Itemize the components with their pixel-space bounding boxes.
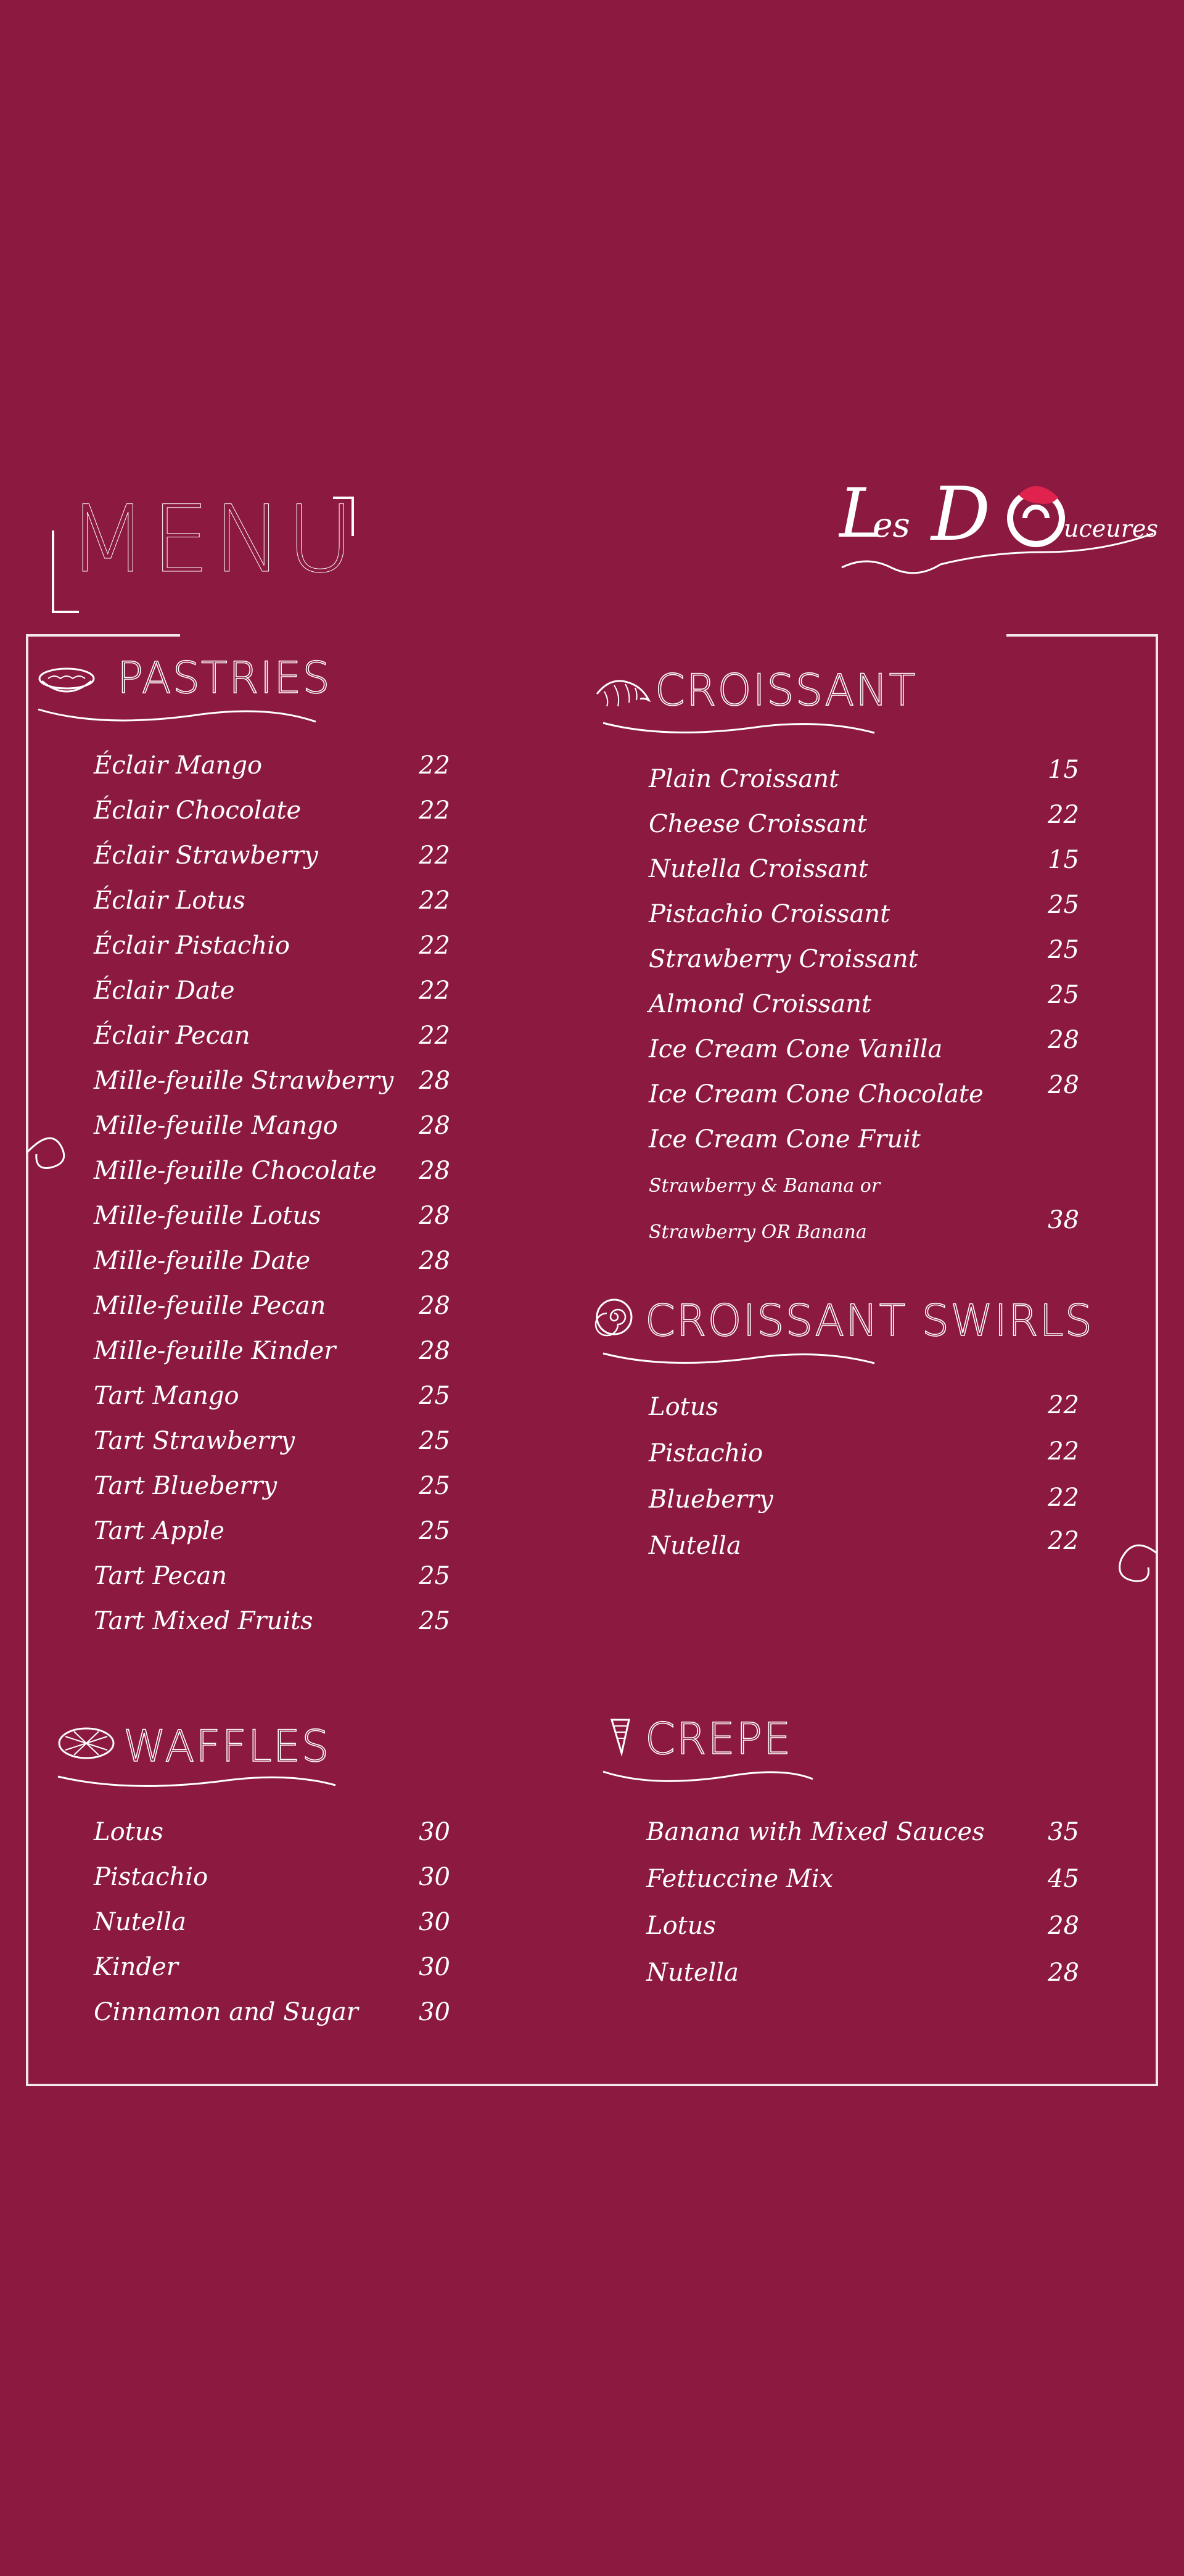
swirls-title: CROISSANT SWIRLS xyxy=(645,1295,1094,1346)
pastries-price: 28 xyxy=(419,1112,450,1140)
swirls-item: Blueberry xyxy=(649,1485,773,1514)
pastries-price: 25 xyxy=(419,1562,450,1590)
pastries-item: Mille-feuille Chocolate xyxy=(94,1157,377,1185)
logo-accent xyxy=(1019,486,1058,504)
crepe-swoosh xyxy=(602,1758,886,1789)
croissant-title: CROISSANT xyxy=(655,665,917,716)
waffles-price: 30 xyxy=(419,1998,450,2026)
pastries-item: Éclair Lotus xyxy=(94,886,245,915)
croissant-price: 28 xyxy=(1048,1071,1079,1099)
croissant-price: 25 xyxy=(1048,936,1079,964)
croissant-price: 22 xyxy=(1048,801,1079,829)
logo-es: es xyxy=(873,505,910,545)
swirls-swoosh xyxy=(602,1340,886,1371)
croissant-swoosh xyxy=(602,709,886,740)
waffles-swoosh xyxy=(57,1763,340,1794)
pastries-price: 28 xyxy=(419,1292,450,1320)
pastries-price: 28 xyxy=(419,1247,450,1275)
logo-letter-l: L xyxy=(839,474,884,553)
waffles-item: Cinnamon and Sugar xyxy=(94,1998,358,2026)
pastries-item: Tart Apple xyxy=(94,1517,224,1545)
pastries-item: Mille-feuille Date xyxy=(94,1247,311,1275)
pastries-item: Éclair Mango xyxy=(94,751,263,780)
pastries-item: Éclair Date xyxy=(94,976,235,1005)
pastries-price: 22 xyxy=(419,1022,450,1050)
waffles-title: WAFFLES xyxy=(123,1721,331,1772)
pastries-item: Éclair Chocolate xyxy=(94,796,302,825)
croissant-price: 38 xyxy=(1048,1206,1079,1234)
croissant-item: Plain Croissant xyxy=(649,765,839,793)
crepe-item: Lotus xyxy=(646,1912,717,1940)
croissant-price: 25 xyxy=(1048,981,1079,1009)
pastries-item: Mille-feuille Kinder xyxy=(94,1337,336,1365)
pastries-price: 25 xyxy=(419,1382,450,1410)
swirls-item: Lotus xyxy=(649,1393,719,1421)
crepe-price: 35 xyxy=(1048,1818,1079,1846)
pastries-price: 22 xyxy=(419,751,450,780)
croissant-fruit-option: Strawberry OR Banana xyxy=(649,1221,867,1243)
brand-logo xyxy=(839,469,1159,592)
pastries-item: Tart Strawberry xyxy=(94,1427,295,1455)
crepe-item: Banana with Mixed Sauces xyxy=(646,1818,985,1846)
pastries-item: Éclair Pistachio xyxy=(94,931,290,960)
pastries-item: Mille-feuille Mango xyxy=(94,1112,338,1140)
waffles-price: 30 xyxy=(419,1818,450,1846)
pastries-price: 22 xyxy=(419,886,450,915)
swirls-item: Pistachio xyxy=(649,1439,763,1468)
croissant-item: Ice Cream Cone Vanilla xyxy=(649,1035,943,1063)
logo-letter-d: D xyxy=(931,472,991,558)
croissant-price: 25 xyxy=(1048,891,1079,919)
croissant-item: Ice Cream Cone Chocolate xyxy=(649,1080,984,1108)
swirl-icon xyxy=(592,1295,654,1339)
pastries-item: Tart Blueberry xyxy=(94,1472,278,1500)
pastries-item: Mille-feuille Strawberry xyxy=(94,1067,394,1095)
swirls-price: 22 xyxy=(1048,1391,1079,1419)
pastries-price: 28 xyxy=(419,1157,450,1185)
pastries-price: 25 xyxy=(419,1517,450,1545)
pastries-price: 25 xyxy=(419,1472,450,1500)
pastries-item: Mille-feuille Pecan xyxy=(94,1292,326,1320)
croissant-price: 15 xyxy=(1048,756,1079,784)
pastries-swoosh xyxy=(37,697,321,728)
waffles-price: 30 xyxy=(419,1908,450,1936)
swirls-item: Nutella xyxy=(649,1532,741,1560)
waffles-item: Kinder xyxy=(94,1953,178,1981)
crepe-price: 28 xyxy=(1048,1959,1079,1987)
croissant-item: Ice Cream Cone Fruit xyxy=(649,1125,921,1154)
pastries-price: 22 xyxy=(419,841,450,870)
waffles-item: Nutella xyxy=(94,1908,186,1936)
pastries-price: 28 xyxy=(419,1202,450,1230)
crepe-icon xyxy=(592,1715,654,1758)
waffle-icon xyxy=(56,1723,117,1766)
croissant-item: Strawberry Croissant xyxy=(649,945,918,973)
pastries-price: 22 xyxy=(419,931,450,960)
crepe-item: Nutella xyxy=(646,1959,739,1987)
crepe-price: 45 xyxy=(1048,1865,1079,1893)
pastries-price: 25 xyxy=(419,1607,450,1635)
crepe-item: Fettuccine Mix xyxy=(646,1865,834,1893)
pastries-title: PASTRIES xyxy=(117,653,331,703)
crepe-price: 28 xyxy=(1048,1912,1079,1940)
croissant-price: 15 xyxy=(1048,846,1079,874)
pastries-price: 22 xyxy=(419,796,450,825)
croissant-item: Almond Croissant xyxy=(649,990,872,1018)
pastries-item: Mille-feuille Lotus xyxy=(94,1202,321,1230)
swirls-price: 22 xyxy=(1048,1527,1079,1555)
pastries-item: Éclair Strawberry xyxy=(94,841,318,870)
waffles-price: 30 xyxy=(419,1863,450,1891)
pastries-item: Tart Mixed Fruits xyxy=(94,1607,313,1635)
pastries-item: Tart Pecan xyxy=(94,1562,228,1590)
pastries-price: 28 xyxy=(419,1337,450,1365)
pastries-price: 22 xyxy=(419,976,450,1005)
swirls-price: 22 xyxy=(1048,1437,1079,1466)
croissant-fruit-option: Strawberry & Banana or xyxy=(649,1175,881,1197)
logo-rest: uceures xyxy=(1064,515,1158,542)
croissant-price: 28 xyxy=(1048,1026,1079,1054)
crepe-title: CREPE xyxy=(645,1714,792,1764)
croissant-item: Pistachio Croissant xyxy=(649,900,890,928)
pastries-price: 25 xyxy=(419,1427,450,1455)
waffles-item: Lotus xyxy=(94,1818,164,1846)
croissant-item: Nutella Croissant xyxy=(649,855,868,883)
waffles-price: 30 xyxy=(419,1953,450,1981)
croissant-item: Cheese Croissant xyxy=(649,810,867,838)
swirls-price: 22 xyxy=(1048,1484,1079,1512)
pastries-item: Éclair Pecan xyxy=(94,1022,250,1050)
pastries-item: Tart Mango xyxy=(94,1382,239,1410)
pastries-price: 28 xyxy=(419,1067,450,1095)
waffles-item: Pistachio xyxy=(94,1863,208,1891)
menu-title: MENU xyxy=(68,486,358,593)
